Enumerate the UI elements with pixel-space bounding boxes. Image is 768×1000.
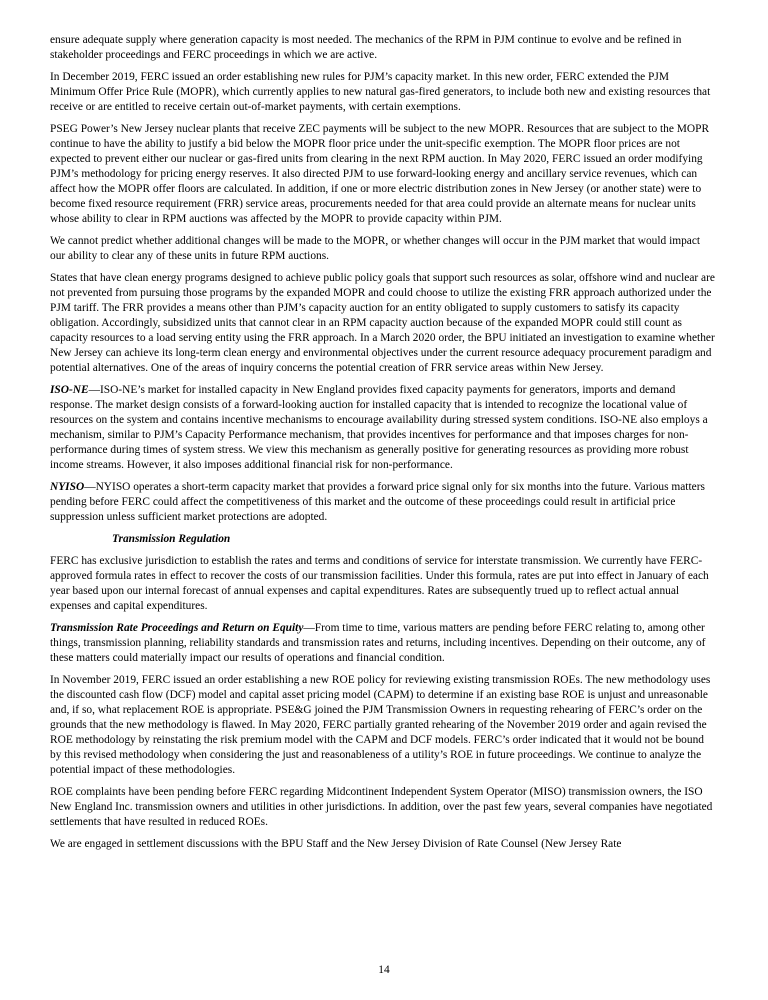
document-body [50, 33, 716, 859]
paragraph-text: In December 2019, FERC issued an order establishing new rules for PJM’s capacity market. In this new order, FERC extended the PJM Minimum Offer Price Rule (MOPR), which currently applies to new natural gas-fired generators, to include both new and existing resources that receive or are entitled to receive certain out-of-market payments, with certain exemptions. [50, 71, 711, 113]
paragraph [50, 554, 716, 614]
paragraph [50, 70, 716, 115]
paragraph [50, 271, 716, 376]
paragraph-lead-in: Transmission Rate Proceedings and Return on Equity [50, 622, 304, 634]
paragraph-text: PSEG Power’s New Jersey nuclear plants that receive ZEC payments will be subject to the new MOPR. Resources that are subject to the MOPR continue to have the ability to justify a bid below the MOPR floor price under the unit-specific exemption. The MOPR floor prices are not expected to prevent either our nuclear or gas-fired units from clearing in the next RPM auction. In May 2020, FERC issued an order modifying PJM’s methodology for pricing energy reserves. It also directed PJM to use forward-looking energy and ancillary service revenues, which can affect how the MOPR offer floors are calculated. In addition, if one or more electric distribution zones in New Jersey (or another state) were to become fixed resource requirement (FRR) service areas, procurements needed for that area could provide an alternate means for nuclear units whose ability to clear in RPM auctions was affected by the MOPR to provide capacity within PJM. [50, 123, 710, 225]
paragraph-text: —NYISO operates a short-term capacity market that provides a forward price signal only for six months into the future. Various matters pending before FERC could affect the competitiveness of this market and the outcome of these proceedings could result in artificial price suppression unless sufficient market protections are adopted. [50, 481, 705, 523]
paragraph-text: FERC has exclusive jurisdiction to establish the rates and terms and conditions of service for interstate transmission. We currently have FERC-approved formula rates in effect to recover the costs of our transmission facilities. Under this formula, rates are put into effect in January of each year based upon our internal forecast of annual expenses and capital expenditures. Rates are subsequently trued up to reflect actual annual expenses and capital expenditures. [50, 555, 709, 612]
paragraph-text: ensure adequate supply where generation capacity is most needed. The mechanics of the RPM in PJM continue to evolve and be refined in stakeholder proceedings and FERC proceedings in which we are active. [50, 34, 682, 61]
paragraph [50, 673, 716, 778]
paragraph-text: ROE complaints have been pending before FERC regarding Midcontinent Independent System Operator (MISO) transmission owners, the ISO New England Inc. transmission owners and utilities in other jurisdictions. In addition, over the past few years, several companies have negotiated settlements that have resulted in reduced ROEs. [50, 786, 713, 828]
paragraph-text: —From time to time, various matters are pending before FERC relating to, among other things, transmission planning, reliability standards and transmission rates and returns, including incentives. Depending on their outcome, any of these matters could materially impact our results of operations and financial condition. [50, 622, 706, 664]
paragraph-nyiso [50, 480, 716, 525]
paragraph [50, 837, 716, 852]
paragraph [50, 122, 716, 227]
paragraph-transmission-rate-proceedings [50, 621, 716, 666]
paragraph-text: We cannot predict whether additional changes will be made to the MOPR, or whether changes will occur in the PJM market that would impact our ability to clear any of these units in future RPM auctions. [50, 235, 701, 262]
paragraph [50, 33, 716, 63]
paragraph-text: We are engaged in settlement discussions with the BPU Staff and the New Jersey Division of Rate Counsel (New Jersey Rate [50, 838, 622, 850]
paragraph-lead-in: NYISO [50, 481, 85, 493]
section-heading-transmission-regulation: Transmission Regulation [112, 533, 231, 545]
paragraph-text: —ISO-NE’s market for installed capacity in New England provides fixed capacity payments for generators, imports and demand response. The market design consists of a forward-looking auction for installed capacity that is intended to recognize the locational value of resources on the system and contains incentive mechanisms to encourage availability during stressed system conditions. ISO-NE also employs a mechanism, similar to PJM’s Capacity Performance mechanism, that provides incentives for performance and that imposes charges for non-performance during times of system stress. We view this mechanism as generally positive for generating resources as providing more robust income streams. However, it also imposes additional financial risk for non-performance. [50, 384, 708, 471]
paragraph-text: In November 2019, FERC issued an order establishing a new ROE policy for reviewing existing transmission ROEs. The new methodology uses the discounted cash flow (DCF) model and capital asset pricing model (CAPM) to determine if an existing base ROE is unjust and unreasonable and, if so, what replacement ROE is appropriate. PSE&G joined the PJM Transmission Owners in requesting rehearing of FERC’s order on the grounds that the new methodology is flawed. In May 2020, FERC partially granted rehearing of the November 2019 order and again revised the ROE methodology by reinstating the risk premium model with the CAPM and DCF models. FERC’s order indicated that it would not be bound by this revised methodology when considering the just and reasonableness of a utility’s ROE in future proceedings. We continue to analyze the potential impact of these methodologies. [50, 674, 711, 776]
paragraph-text: States that have clean energy programs designed to achieve public policy goals that support such resources as solar, offshore wind and nuclear are not prevented from pursuing those programs by the expanded MOPR and could choose to utilize the existing FRR approach authorized under the PJM tariff. The FRR provides a means other than PJM’s capacity auction for an entity obligated to supply customers to satisfy its capacity obligation. Accordingly, subsidized units that cannot clear in an RPM capacity auction because of the expanded MOPR could still count as capacity resources to a load serving entity using the FRR approach. In a March 2020 order, the BPU initiated an investigation to examine whether New Jersey can achieve its long-term clean energy and environmental objectives under the current resource adequacy procurement paradigm and potential alternatives. One of the areas of inquiry concerns the potential creation of FRR service areas within New Jersey. [50, 272, 715, 374]
paragraph-iso-ne [50, 383, 716, 473]
paragraph [50, 785, 716, 830]
page-number: 14 [378, 964, 390, 976]
paragraph-lead-in: ISO-NE [50, 384, 89, 396]
paragraph [50, 234, 716, 264]
